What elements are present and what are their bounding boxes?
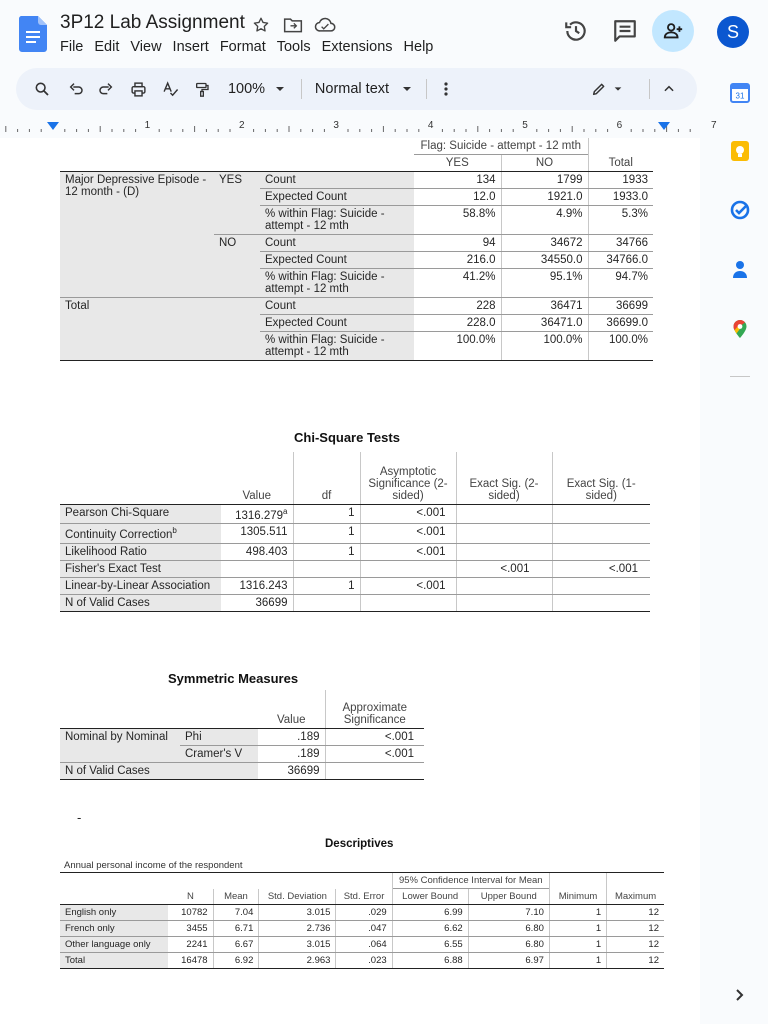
desc-col-upper: Upper Bound bbox=[468, 889, 549, 905]
chi-col-asymp: Asymptotic Significance (2-sided) bbox=[360, 452, 456, 504]
move-folder-icon[interactable] bbox=[282, 14, 304, 36]
add-person-icon bbox=[662, 20, 684, 42]
cell bbox=[456, 504, 552, 524]
cell: 6.99 bbox=[392, 905, 468, 921]
horizontal-ruler[interactable] bbox=[0, 118, 720, 138]
cloud-saved-icon[interactable] bbox=[314, 14, 336, 36]
docs-logo-icon[interactable] bbox=[19, 16, 47, 52]
stat-label: % within Flag: Suicide - attempt - 12 mth bbox=[260, 332, 414, 361]
table-row bbox=[60, 921, 664, 937]
cell: 12 bbox=[607, 905, 664, 921]
cell: 228.0 bbox=[414, 315, 501, 332]
sym-col-value: Value bbox=[258, 690, 325, 728]
chi-square-title: Chi-Square Tests bbox=[294, 430, 400, 445]
cell: 12 bbox=[607, 937, 664, 953]
cell: 216.0 bbox=[414, 252, 501, 269]
sym-n-label: N of Valid Cases bbox=[60, 762, 258, 779]
cell bbox=[293, 595, 360, 612]
cell bbox=[325, 762, 424, 779]
cell: 36699.0 bbox=[588, 315, 653, 332]
cell: 1933 bbox=[588, 172, 653, 189]
descriptives-title: Descriptives bbox=[325, 838, 394, 850]
menu-bar bbox=[60, 38, 444, 56]
collapse-menus-icon[interactable] bbox=[659, 78, 679, 100]
sym-col-approx: Approximate Significance bbox=[325, 690, 424, 728]
col-header-yes: YES bbox=[414, 155, 501, 172]
stat-label: Expected Count bbox=[260, 189, 414, 206]
cell: 34550.0 bbox=[501, 252, 588, 269]
cell: 3455 bbox=[168, 921, 213, 937]
desc-col-se: Std. Error bbox=[336, 889, 392, 905]
cell: .029 bbox=[336, 905, 392, 921]
cell: 1 bbox=[293, 544, 360, 561]
descriptives-variable: Annual personal income of the respondent bbox=[64, 860, 243, 871]
tasks-icon[interactable] bbox=[730, 200, 750, 220]
cell: <.001 bbox=[325, 728, 424, 745]
search-menus-icon[interactable] bbox=[32, 78, 52, 100]
redo-icon[interactable] bbox=[96, 78, 116, 100]
cell: 1921.0 bbox=[501, 189, 588, 206]
document-title[interactable]: 3P12 Lab Assignment bbox=[60, 12, 245, 33]
calendar-icon[interactable] bbox=[730, 83, 750, 103]
chevron-down-icon bbox=[613, 84, 623, 94]
cell: 1316.279$^a$ bbox=[221, 504, 293, 524]
cell bbox=[293, 561, 360, 578]
chi-row-label: Continuity Correction$^b$ bbox=[60, 524, 221, 544]
cell: 2.736 bbox=[259, 921, 336, 937]
chi-col-df: df bbox=[293, 452, 360, 504]
document-page[interactable] bbox=[0, 138, 700, 1024]
cell: 12 bbox=[607, 953, 664, 969]
ci-header: 95% Confidence Interval for Mean bbox=[392, 873, 549, 889]
row-group-no: NO bbox=[214, 235, 260, 298]
crosstab-table bbox=[60, 138, 653, 361]
stat-label: Count bbox=[260, 235, 414, 252]
toolbar bbox=[16, 68, 697, 110]
cell bbox=[221, 561, 293, 578]
desc-col-max: Maximum bbox=[607, 889, 664, 905]
column-variable-header: Flag: Suicide - attempt - 12 mth bbox=[420, 140, 581, 152]
chi-col-exact2: Exact Sig. (2-sided) bbox=[456, 452, 552, 504]
table-row bbox=[60, 937, 664, 953]
stat-label: Expected Count bbox=[260, 315, 414, 332]
col-header-no: NO bbox=[501, 155, 588, 172]
pencil-icon bbox=[591, 81, 607, 97]
menu-edit[interactable]: Edit bbox=[94, 39, 120, 55]
sym-group-label: Nominal by Nominal bbox=[60, 728, 180, 762]
stat-label: % within Flag: Suicide - attempt - 12 mth bbox=[260, 269, 414, 298]
chevron-down-icon bbox=[274, 83, 286, 95]
row-group-yes: YES bbox=[214, 172, 260, 235]
sym-row-label: Phi bbox=[180, 728, 258, 745]
side-panel-divider bbox=[730, 376, 750, 377]
desc-col-min: Minimum bbox=[549, 889, 606, 905]
cell: 5.3% bbox=[588, 206, 653, 235]
menu-help[interactable]: Help bbox=[403, 39, 434, 55]
cell: 6.62 bbox=[392, 921, 468, 937]
cell bbox=[456, 578, 552, 595]
ruler-number: 7 bbox=[711, 120, 717, 131]
star-icon[interactable] bbox=[250, 14, 272, 36]
cell: 58.8% bbox=[414, 206, 501, 235]
chi-col-value: Value bbox=[221, 452, 293, 504]
cell bbox=[552, 578, 650, 595]
title-actions bbox=[250, 14, 336, 36]
stat-label: Count bbox=[260, 298, 414, 315]
cell: 34672 bbox=[501, 235, 588, 252]
undo-icon[interactable] bbox=[66, 78, 86, 100]
cell: 1799 bbox=[501, 172, 588, 189]
cell: .047 bbox=[336, 921, 392, 937]
share-button[interactable] bbox=[652, 10, 694, 52]
editing-mode-button[interactable] bbox=[588, 78, 626, 100]
cell: 1 bbox=[293, 524, 360, 544]
cell: 41.2% bbox=[414, 269, 501, 298]
right-indent-marker[interactable] bbox=[658, 122, 670, 130]
desc-row-label: Total bbox=[60, 953, 168, 969]
cell: <.001 bbox=[360, 504, 456, 524]
desc-col-n: N bbox=[168, 889, 213, 905]
cell: 100.0% bbox=[414, 332, 501, 361]
paragraph-style-value: Normal text bbox=[314, 81, 390, 97]
zoom-select[interactable] bbox=[226, 78, 288, 100]
more-options-icon[interactable] bbox=[436, 78, 456, 100]
cell: 3.015 bbox=[259, 937, 336, 953]
chi-col-exact1: Exact Sig. (1-sided) bbox=[552, 452, 650, 504]
chi-row-label: Likelihood Ratio bbox=[60, 544, 221, 561]
cell: <.001 bbox=[456, 561, 552, 578]
row-total-label: Total bbox=[60, 298, 260, 361]
table-row bbox=[60, 953, 664, 969]
cell: .189 bbox=[258, 728, 325, 745]
cell: 6.92 bbox=[213, 953, 259, 969]
cell: 1 bbox=[293, 578, 360, 595]
desc-col-lower: Lower Bound bbox=[392, 889, 468, 905]
cell: 36699 bbox=[221, 595, 293, 612]
cell: 498.403 bbox=[221, 544, 293, 561]
version-history-icon[interactable] bbox=[563, 18, 589, 44]
cell: 10782 bbox=[168, 905, 213, 921]
keep-icon[interactable] bbox=[730, 141, 750, 161]
cell: 3.015 bbox=[259, 905, 336, 921]
cell: 228 bbox=[414, 298, 501, 315]
desc-col-mean: Mean bbox=[213, 889, 259, 905]
cell: 7.10 bbox=[468, 905, 549, 921]
cell: .023 bbox=[336, 953, 392, 969]
cell: .064 bbox=[336, 937, 392, 953]
print-icon[interactable] bbox=[128, 78, 148, 100]
contacts-icon[interactable] bbox=[730, 259, 750, 279]
symmetric-title: Symmetric Measures bbox=[168, 671, 299, 686]
descriptives-table bbox=[60, 872, 664, 969]
menu-view[interactable]: View bbox=[130, 39, 162, 55]
toolbar-divider bbox=[649, 79, 650, 99]
cell: <.001 bbox=[325, 745, 424, 762]
account-avatar[interactable]: S bbox=[717, 16, 749, 48]
stat-label: Expected Count bbox=[260, 252, 414, 269]
cell: 12.0 bbox=[414, 189, 501, 206]
cell: 34766 bbox=[588, 235, 653, 252]
cell: 100.0% bbox=[501, 332, 588, 361]
cell: 134 bbox=[414, 172, 501, 189]
dash-text: - bbox=[77, 810, 82, 825]
cell: 6.55 bbox=[392, 937, 468, 953]
cell bbox=[552, 504, 650, 524]
cell bbox=[360, 561, 456, 578]
cell bbox=[456, 544, 552, 561]
menu-extensions[interactable]: Extensions bbox=[321, 39, 393, 55]
cell bbox=[552, 595, 650, 612]
cell: 36471.0 bbox=[501, 315, 588, 332]
cell: 6.88 bbox=[392, 953, 468, 969]
cell: <.001 bbox=[360, 544, 456, 561]
desc-col-sd: Std. Deviation bbox=[259, 889, 336, 905]
cell: 16478 bbox=[168, 953, 213, 969]
chi-row-label: Linear-by-Linear Association bbox=[60, 578, 221, 595]
spellcheck-icon[interactable] bbox=[160, 78, 180, 100]
cell bbox=[552, 544, 650, 561]
cell: 12 bbox=[607, 921, 664, 937]
chi-row-label: N of Valid Cases bbox=[60, 595, 221, 612]
ruler-number: 1 bbox=[144, 120, 151, 131]
menu-format[interactable]: Format bbox=[219, 39, 266, 55]
cell bbox=[552, 524, 650, 544]
cell: 1 bbox=[549, 953, 606, 969]
cell: 1 bbox=[549, 937, 606, 953]
maps-icon[interactable] bbox=[730, 319, 750, 339]
ruler-number: 2 bbox=[239, 120, 245, 131]
table-row bbox=[60, 905, 664, 921]
cell: 1305.511 bbox=[221, 524, 293, 544]
cell: 36699 bbox=[258, 762, 325, 779]
cell: 6.67 bbox=[213, 937, 259, 953]
chi-square-table bbox=[60, 452, 650, 612]
ruler-number: 5 bbox=[522, 120, 528, 131]
cell: 2.963 bbox=[259, 953, 336, 969]
ruler-number: 6 bbox=[616, 120, 623, 131]
ruler-number: 4 bbox=[427, 120, 434, 131]
cell: <.001 bbox=[552, 561, 650, 578]
cell: 100.0% bbox=[588, 332, 653, 361]
cell: 36699 bbox=[588, 298, 653, 315]
cell: 95.1% bbox=[501, 269, 588, 298]
cell: 6.97 bbox=[468, 953, 549, 969]
cell: 6.80 bbox=[468, 921, 549, 937]
cell: 1 bbox=[293, 504, 360, 524]
symmetric-table bbox=[60, 690, 424, 780]
cell: 2241 bbox=[168, 937, 213, 953]
cell: 94 bbox=[414, 235, 501, 252]
desc-row-label: English only bbox=[60, 905, 168, 921]
cell bbox=[456, 524, 552, 544]
cell: 1933.0 bbox=[588, 189, 653, 206]
toolbar-divider bbox=[426, 79, 427, 99]
menu-file[interactable]: File bbox=[60, 39, 84, 55]
stat-label: Count bbox=[260, 172, 414, 189]
cell bbox=[456, 595, 552, 612]
menu-insert[interactable]: Insert bbox=[172, 39, 209, 55]
menu-tools[interactable]: Tools bbox=[276, 39, 311, 55]
zoom-value: 100% bbox=[227, 81, 266, 97]
cell: <.001 bbox=[360, 524, 456, 544]
chevron-down-icon bbox=[401, 83, 413, 95]
side-panel bbox=[712, 70, 768, 1024]
paragraph-style-select[interactable] bbox=[312, 78, 416, 100]
col-header-total: Total bbox=[588, 155, 653, 172]
chevron-right-icon[interactable] bbox=[730, 985, 750, 1005]
left-indent-marker[interactable] bbox=[47, 122, 59, 130]
cell: 1316.243 bbox=[221, 578, 293, 595]
cell: 1 bbox=[549, 905, 606, 921]
svg-text:31: 31 bbox=[735, 91, 745, 101]
cell bbox=[360, 595, 456, 612]
row-variable-label: Major Depressive Episode - 12 month - (D) bbox=[60, 172, 214, 298]
cell: 6.80 bbox=[468, 937, 549, 953]
cell: 34766.0 bbox=[588, 252, 653, 269]
cell: 36471 bbox=[501, 298, 588, 315]
cell: 7.04 bbox=[213, 905, 259, 921]
paint-format-icon[interactable] bbox=[192, 78, 212, 100]
cell: 4.9% bbox=[501, 206, 588, 235]
cell: 94.7% bbox=[588, 269, 653, 298]
ruler-number: 3 bbox=[333, 120, 339, 131]
chi-row-label: Pearson Chi-Square bbox=[60, 504, 221, 524]
stat-label: % within Flag: Suicide - attempt - 12 mth bbox=[260, 206, 414, 235]
desc-row-label: Other language only bbox=[60, 937, 168, 953]
chi-row-label: Fisher's Exact Test bbox=[60, 561, 221, 578]
sym-row-label: Cramer's V bbox=[180, 745, 258, 762]
toolbar-divider bbox=[301, 79, 302, 99]
cell: 1 bbox=[549, 921, 606, 937]
desc-row-label: French only bbox=[60, 921, 168, 937]
cell: <.001 bbox=[360, 578, 456, 595]
cell: 6.71 bbox=[213, 921, 259, 937]
comments-icon[interactable] bbox=[612, 18, 638, 44]
cell: .189 bbox=[258, 745, 325, 762]
